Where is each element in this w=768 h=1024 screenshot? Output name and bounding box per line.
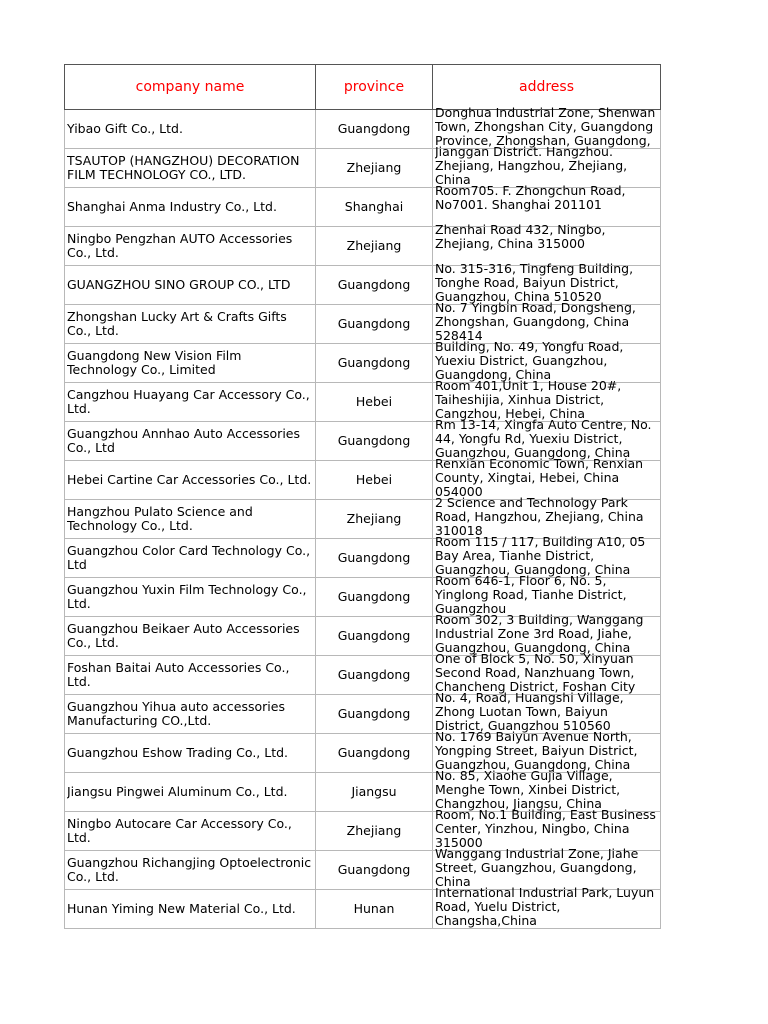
address-cell[interactable]: [433, 457, 661, 500]
company-table: [64, 64, 661, 929]
table-row: [65, 188, 661, 227]
company-name-cell-text: Guangzhou Eshow Trading Co., Ltd.: [67, 745, 289, 760]
company-name-cell[interactable]: [65, 305, 316, 344]
header-province[interactable]: province: [316, 65, 433, 110]
table-row: [65, 617, 661, 656]
province-cell[interactable]: [316, 305, 433, 344]
province-cell-text: Zhejiang: [346, 160, 402, 175]
company-name-cell[interactable]: [65, 461, 316, 500]
company-name-cell[interactable]: [65, 266, 316, 305]
table-row: [65, 227, 661, 266]
table-row: [65, 695, 661, 734]
province-cell-text: Guangdong: [337, 862, 411, 877]
province-cell[interactable]: [316, 578, 433, 617]
province-cell[interactable]: [316, 266, 433, 305]
company-name-cell-text: Guangzhou Yihua auto accessories Manufacturing CO.,Ltd.: [67, 699, 285, 728]
table-row: [65, 422, 661, 461]
province-cell[interactable]: [316, 383, 433, 422]
province-cell-text: Guangdong: [337, 628, 411, 643]
table-row: [65, 812, 661, 851]
address-cell-text: Rm 13-14, Xingfa Auto Centre, No. 44, Yongfu Rd, Yuexiu District, Guangzhou, Guangdong, China: [435, 418, 652, 460]
company-name-cell-text: Jiangsu Pingwei Aluminum Co., Ltd.: [67, 784, 288, 799]
address-cell[interactable]: [433, 145, 661, 188]
address-cell[interactable]: [433, 535, 661, 578]
company-name-cell[interactable]: [65, 695, 316, 734]
company-name-cell[interactable]: [65, 383, 316, 422]
province-cell-text: Guangdong: [337, 706, 411, 721]
address-cell-text: Building, No. 49, Yongfu Road, Yuexiu District, Guangzhou, Guangdong, China: [435, 340, 624, 382]
table-row: [65, 110, 661, 149]
address-cell[interactable]: [433, 418, 661, 461]
address-cell-text: No. 315-316, Tingfeng Building, Tonghe Road, Baiyun District, Guangzhou, China 510520: [435, 262, 634, 304]
company-name-cell[interactable]: [65, 188, 316, 227]
address-cell[interactable]: [433, 652, 661, 695]
province-cell-text: Zhejiang: [346, 511, 402, 526]
header-company-name[interactable]: company name: [65, 65, 316, 110]
address-cell-text: No. 7 Yingbin Road, Dongsheng, Zhongshan, Guangdong, China 528414: [435, 301, 636, 343]
address-cell-text: No. 1769 Baiyun Avenue North, Yongping Street, Baiyun District, Guangzhou, Guangdong, China: [435, 730, 638, 772]
company-name-cell[interactable]: [65, 812, 316, 851]
province-cell-text: Jiangsu: [351, 784, 397, 799]
province-cell[interactable]: [316, 617, 433, 656]
address-cell-text: Zhenhai Road 432, Ningbo, Zhejiang, China 315000: [435, 223, 606, 251]
company-name-cell-text: Guangzhou Annhao Auto Accessories Co., Ltd: [67, 426, 301, 455]
address-cell-text: No. 85, Xiaohe Gujia Village, Menghe Town, Xinbei District, Changzhou, Jiangsu, China: [435, 769, 621, 811]
address-cell[interactable]: [433, 574, 661, 617]
province-cell[interactable]: [316, 539, 433, 578]
address-cell[interactable]: [433, 184, 661, 227]
company-name-cell[interactable]: [65, 149, 316, 188]
province-cell-text: Hebei: [355, 394, 393, 409]
address-cell[interactable]: [433, 340, 661, 383]
province-cell[interactable]: [316, 344, 433, 383]
province-cell-text: Guangdong: [337, 355, 411, 370]
province-cell-text: Guangdong: [337, 121, 411, 136]
province-cell-text: Zhejiang: [346, 238, 402, 253]
table-row: [65, 773, 661, 812]
address-cell[interactable]: [433, 301, 661, 344]
company-name-cell[interactable]: [65, 890, 316, 929]
address-cell-text: Renxian Economic Town, Renxian County, Xingtai, Hebei, China 054000: [435, 457, 644, 499]
province-cell-text: Zhejiang: [346, 823, 402, 838]
address-cell-text: Jianggan District. Hangzhou. Zhejiang, Hangzhou, Zhejiang, China: [435, 145, 628, 187]
address-cell[interactable]: [433, 613, 661, 656]
table-row: [65, 851, 661, 890]
province-cell[interactable]: [316, 188, 433, 227]
company-name-cell-text: Guangzhou Beikaer Auto Accessories Co., Ltd.: [67, 621, 300, 650]
province-cell-text: Guangdong: [337, 550, 411, 565]
province-cell-text: Hunan: [353, 901, 395, 916]
table-row: [65, 890, 661, 929]
table-row: [65, 656, 661, 695]
table-row: [65, 500, 661, 539]
address-cell-text: Room 302, 3 Building, Wanggang Industrial Zone 3rd Road, Jiahe, Guangzhou, Guangdong, China: [435, 613, 644, 655]
province-cell[interactable]: [316, 734, 433, 773]
company-name-cell-text: Ningbo Pengzhan AUTO Accessories Co., Ltd.: [67, 231, 293, 260]
table-row: [65, 578, 661, 617]
province-cell[interactable]: [316, 500, 433, 539]
address-cell-text: International Industrial Park, Luyun Road, Yuelu District, Changsha,China: [435, 886, 655, 928]
province-cell[interactable]: [316, 695, 433, 734]
province-cell[interactable]: [316, 851, 433, 890]
province-cell-text: Guangdong: [337, 589, 411, 604]
company-name-cell-text: Ningbo Autocare Car Accessory Co., Ltd.: [67, 816, 292, 845]
company-name-cell[interactable]: [65, 344, 316, 383]
province-cell-text: Guangdong: [337, 316, 411, 331]
company-name-cell[interactable]: [65, 422, 316, 461]
table-row: [65, 266, 661, 305]
address-cell-text: One of Block 5, No. 50, Xinyuan Second Road, Nanzhuang Town, Chancheng District, Foshan City: [435, 652, 636, 694]
province-cell[interactable]: [316, 227, 433, 266]
table-row: [65, 383, 661, 422]
table-row: [65, 305, 661, 344]
province-cell[interactable]: [316, 656, 433, 695]
address-cell-text: Donghua Industrial Zone, Shenwan Town, Zhongshan City, Guangdong Province, Zhongshan, Guangdong,: [435, 106, 656, 148]
address-cell-text: Room, No.1 Building, East Business Center, Yinzhou, Ningbo, China 315000: [435, 808, 656, 850]
company-name-cell[interactable]: [65, 773, 316, 812]
address-cell[interactable]: [433, 106, 661, 149]
address-cell-text: Room705. F. Zhongchun Road, No7001. Shanghai 201101: [435, 184, 626, 212]
address-cell[interactable]: [433, 769, 661, 812]
table-row: [65, 734, 661, 773]
province-cell[interactable]: [316, 812, 433, 851]
table-row: [65, 539, 661, 578]
company-name-cell-text: Guangzhou Color Card Technology Co., Ltd: [67, 543, 311, 572]
table-row: [65, 149, 661, 188]
header-row: [65, 65, 661, 110]
province-cell[interactable]: [316, 422, 433, 461]
company-name-cell-text: Hunan Yiming New Material Co., Ltd.: [67, 901, 296, 916]
province-cell[interactable]: [316, 773, 433, 812]
address-cell[interactable]: [433, 808, 661, 851]
province-cell-text: Guangdong: [337, 433, 411, 448]
company-name-cell-text: Zhongshan Lucky Art & Crafts Gifts Co., Ltd.: [67, 309, 287, 338]
province-cell[interactable]: [316, 149, 433, 188]
company-name-cell[interactable]: [65, 851, 316, 890]
table-body: [65, 106, 661, 929]
company-name-cell-text: Guangdong New Vision Film Technology Co., Limited: [67, 348, 242, 377]
company-name-cell-text: TSAUTOP (HANGZHOU) DECORATION FILM TECHNOLOGY CO., LTD.: [67, 153, 300, 182]
header-address[interactable]: address: [433, 65, 661, 110]
province-cell-text: Guangdong: [337, 667, 411, 682]
province-cell-text: Guangdong: [337, 745, 411, 760]
address-cell-text: No. 4, Road, Huangshi Village, Zhong Luotan Town, Baiyun District, Guangzhou 510560: [435, 691, 624, 733]
address-cell-text: 2 Science and Technology Park Road, Hangzhou, Zhejiang, China 310018: [435, 496, 644, 538]
address-cell[interactable]: [433, 379, 661, 422]
company-name-cell[interactable]: [65, 578, 316, 617]
address-cell[interactable]: [433, 691, 661, 734]
company-name-cell-text: Shanghai Anma Industry Co., Ltd.: [67, 199, 277, 214]
company-name-cell-text: Guangzhou Yuxin Film Technology Co., Ltd.: [67, 582, 307, 611]
address-cell-text: Room 115 / 117, Building A10, 05 Bay Area, Tianhe District, Guangzhou, Guangdong, China: [435, 535, 646, 577]
province-cell-text: Guangdong: [337, 277, 411, 292]
company-name-cell-text: Hebei Cartine Car Accessories Co., Ltd.: [67, 472, 312, 487]
company-name-cell[interactable]: [65, 656, 316, 695]
address-cell-text: Room 401,Unit 1, House 20#, Taiheshijia, Xinhua District, Cangzhou, Hebei, China: [435, 379, 622, 421]
address-cell[interactable]: [433, 223, 661, 266]
company-name-cell-text: Foshan Baitai Auto Accessories Co., Ltd.: [67, 660, 290, 689]
province-cell[interactable]: [316, 890, 433, 929]
company-name-cell[interactable]: [65, 617, 316, 656]
company-name-cell[interactable]: [65, 539, 316, 578]
address-cell[interactable]: [433, 496, 661, 539]
province-cell[interactable]: [316, 461, 433, 500]
company-name-cell-text: Yibao Gift Co., Ltd.: [67, 121, 183, 136]
table-row: [65, 344, 661, 383]
company-name-cell[interactable]: [65, 734, 316, 773]
province-cell[interactable]: [316, 110, 433, 149]
company-name-cell[interactable]: [65, 227, 316, 266]
company-name-cell-text: Guangzhou Richangjing Optoelectronic Co., Ltd.: [67, 855, 312, 884]
address-cell[interactable]: [433, 262, 661, 305]
address-cell-text: Wanggang Industrial Zone, Jiahe Street, Guangzhou, Guangdong, China: [435, 847, 639, 889]
company-name-cell-text: Cangzhou Huayang Car Accessory Co., Ltd.: [67, 387, 310, 416]
province-cell-text: Shanghai: [344, 199, 404, 214]
address-cell[interactable]: [433, 847, 661, 890]
address-cell-text: Room 646-1, Floor 6, No. 5, Yinglong Road, Tianhe District, Guangzhou: [435, 574, 627, 616]
address-cell[interactable]: [433, 730, 661, 773]
company-name-cell[interactable]: [65, 110, 316, 149]
province-cell-text: Hebei: [355, 472, 393, 487]
company-name-cell-text: Hangzhou Pulato Science and Technology Co., Ltd.: [67, 504, 253, 533]
address-cell[interactable]: [433, 886, 661, 929]
table-row: [65, 461, 661, 500]
company-name-cell[interactable]: [65, 500, 316, 539]
company-name-cell-text: GUANGZHOU SINO GROUP CO., LTD: [67, 277, 291, 292]
